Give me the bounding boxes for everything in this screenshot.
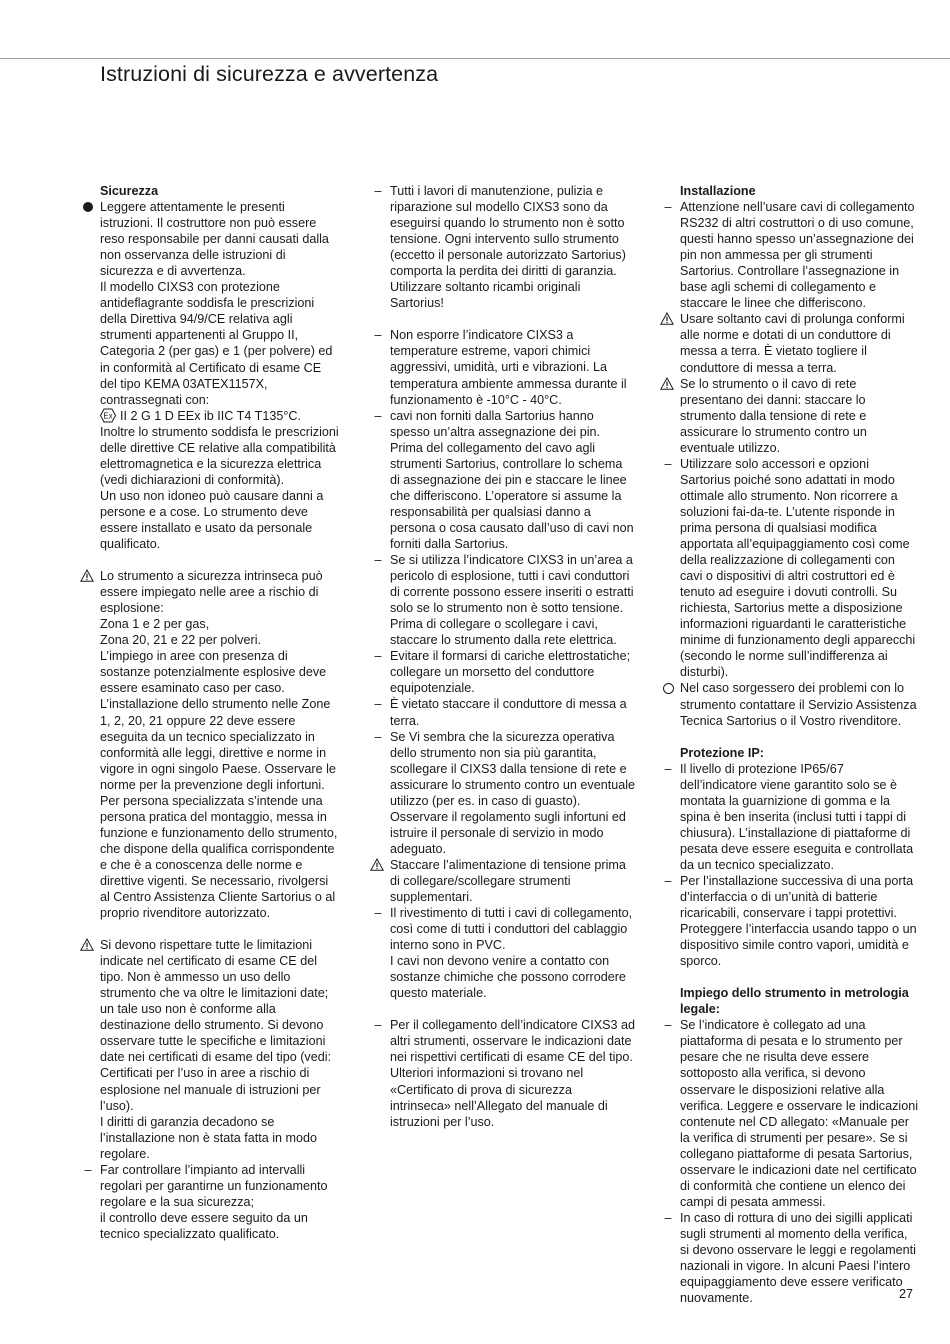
column-right xyxy=(664,183,920,1306)
dash-item xyxy=(374,905,635,1001)
dash-item xyxy=(374,408,635,552)
section-heading-installazione: Installazione xyxy=(680,184,756,198)
top-rule xyxy=(0,58,950,59)
warning-triangle-icon xyxy=(660,377,674,390)
section-heading-protezione-ip: Protezione IP: xyxy=(680,745,764,760)
paragraph: Leggere attentamente le presenti istruzioni. Il costruttore non può essere reso responsabile per danni causati dalla non osservanza delle istruzioni di sicurezza e di avvertenza. xyxy=(100,200,329,279)
warning-block-damage xyxy=(680,376,920,456)
page-title: Istruzioni di sicurezza e avvertenza xyxy=(100,62,439,86)
paragraph: Se si utilizza l’indicatore CIXS3 in un’area a pericolo di esplosione, tutti i cavi conduttori di corrente possono essere inseriti o estratti solo se lo strumento non è sotto tensione. Prima di collegare o scollegare i cavi, staccare lo strumento dalla rete elettrica. xyxy=(390,553,634,648)
paragraph: cavi non forniti dalla Sartorius hanno spesso un’altra assegnazione dei pin. Prima del collegamento del cavo agli strumenti Sartorius, controllare lo schema di assegnazione dei pin e staccare le linee che differiscono. L’operatore si assume la responsabilità per qualsiasi danno a persona o cosa causato dall’uso di cavi non forniti dalla Sartorius. xyxy=(390,408,634,551)
dash-bullet: – xyxy=(664,200,672,215)
warning-block-zones xyxy=(100,568,340,921)
paragraph: I cavi non devono venire a contatto con sostanze chimiche che possono corrodere questo materiale. xyxy=(390,954,626,1001)
warning-triangle-icon xyxy=(370,858,384,871)
paragraph: Tutti i lavori di manutenzione, pulizia e riparazione sul modello CIXS3 sono da eseguirsi quando lo strumento non è sotto tensione. Ogni intervento sullo strumento (eccetto il personale autorizzato Sartorius) comporta la perdita dei diritti di garanzia. Utilizzare soltanto ricambi originali Sartorius! xyxy=(390,184,626,311)
section-heading-metrologia-legale: Impiego dello strumento in metrologia legale: xyxy=(680,986,909,1017)
dash-bullet: – xyxy=(374,697,382,712)
ex-hexagon-icon xyxy=(100,408,116,423)
paragraph: Il modello CIXS3 con protezione antideflagrante soddisfa le prescrizioni della Direttiva 94/9/CE relativa agli strumenti appartenenti al Gruppo II, Categoria 2 (per gas) e 1 (per polvere) ed in conformità al Certificato di esame CE del tipo KEMA 03ATEX1157X, contrassegnati con: xyxy=(100,280,333,407)
warning-block-power xyxy=(390,857,635,905)
paragraph: Nel caso sorgessero dei problemi con lo strumento contattare il Servizio Assistenza Tecnica Sartorius o il Vostro rivenditore. xyxy=(680,681,917,728)
dash-item xyxy=(374,552,635,648)
paragraph: Per l’installazione successiva di una porta d’interfaccia o di un’unità di batterie ricaricabili, conservare i tappi protettivi. Proteggere l’interfaccia usando tappo o un dispositivo simile contro vapori, umidità e sporco. xyxy=(680,873,917,969)
paragraph: Si devono rispettare tutte le limitazioni indicate nel certificato di esame CE del tipo. Non è ammesso un uso dello strumento che va oltre le limitazioni date; un tale uso non è conforme alla destinazione dello strumento. Si devono osservare tutte le specifiche e limitazioni date nei certificati di esame del tipo (vedi: Certificati per l’uso in aree a rischio di esplosione nel manuale di istruzioni per l’uso). xyxy=(100,938,332,1113)
warning-triangle-icon xyxy=(660,312,674,325)
dash-bullet: – xyxy=(374,1018,382,1033)
warning-triangle-icon xyxy=(80,569,94,582)
dash-item xyxy=(374,327,635,407)
dash-bullet: – xyxy=(374,553,382,568)
dash-bullet: – xyxy=(374,649,382,664)
dash-bullet: – xyxy=(664,761,672,776)
warning-block-cables xyxy=(680,311,920,375)
dash-bullet: – xyxy=(374,328,382,343)
page-number: 27 xyxy=(899,1287,914,1301)
paragraph: Per il collegamento dell’indicatore CIXS3 ad altri strumenti, osservare le indicazioni date nei rispettivi certificati di esame CE del tipo. Ulteriori informazioni si trovano nel «Certificato di prova di sicurezza intrinseca» nell’Allegato del manuale di istruzioni per l’uso. xyxy=(390,1018,636,1129)
dash-bullet: – xyxy=(374,184,382,198)
dash-bullet: – xyxy=(374,729,382,744)
paragraph: Se lo strumento o il cavo di rete presentano dei danni: staccare lo strumento dalla tensione di rete e assicurare lo strumento contro un eventuale utilizzo. xyxy=(680,376,867,455)
dash-item xyxy=(374,696,635,728)
column-middle xyxy=(374,183,636,1130)
paragraph: Il livello di protezione IP65/67 dell’indicatore viene garantito solo se è montata la guarnizione di gomma e la spina è ben inserita (inclusi tutti i tappi di chiusura). L’installazione di piattaforme di pesata deve essere eseguita e controllata da un tecnico specializzato. xyxy=(680,761,914,872)
dash-item xyxy=(664,456,920,681)
paragraph: È vietato staccare il conduttore di messa a terra. xyxy=(390,697,627,728)
paragraph: Lo strumento a sicurezza intrinseca può essere impiegato nelle aree a rischio di esplosione: xyxy=(100,569,323,616)
dash-item xyxy=(664,873,920,969)
paragraph: Usare soltanto cavi di prolunga conformi alle norme e dotati di un conduttore di messa a terra. È vietato togliere il conduttore di messa a terra. xyxy=(680,312,905,375)
paragraph: Staccare l’alimentazione di tensione prima di collegare/scollegare strumenti supplementari. xyxy=(390,857,626,905)
paragraph: Un uso non idoneo può causare danni a persone e a cose. Lo strumento deve essere installato e usato da personale qualificato. xyxy=(100,488,324,552)
paragraph: Utilizzare solo accessori e opzioni Sartorius poiché sono adattati in modo ottimale allo strumento. Non ricorrere a soluzioni fai-da-te. L’utente risponde in prima persona di qualsiasi modifica apportata all’equipaggiamento così come della realizzazione di collegamenti con cavi o dispositivi di altri costruttori ed è tenuto ad eseguire i dovuti controlli. Su richiesta, Sartorius mette a disposizione informazioni riguardanti le caratteristiche minime di funzionamento degli apparecchi (secondo le norme sull’indifferenza ai disturbi). xyxy=(680,456,916,680)
warning-block-limitations xyxy=(100,937,340,1162)
dash-bullet: – xyxy=(84,1162,92,1177)
dash-bullet: – xyxy=(664,873,672,888)
dash-bullet: – xyxy=(374,408,382,423)
dash-bullet: – xyxy=(374,906,382,921)
paragraph: il controllo deve essere seguito da un tecnico specializzato qualificato. xyxy=(100,1210,308,1241)
dash-item xyxy=(84,1162,340,1242)
dash-bullet: – xyxy=(664,1018,672,1033)
paragraph: Zona 20, 21 e 22 per polveri. xyxy=(100,633,262,648)
dash-item xyxy=(374,729,636,857)
paragraph: Far controllare l’impianto ad intervalli regolari per garantirne un funzionamento regolare e la sua sicurezza; xyxy=(100,1162,328,1209)
dash-item xyxy=(374,1017,636,1129)
section-heading-sicurezza: Sicurezza xyxy=(100,184,159,198)
dash-item xyxy=(664,1210,920,1306)
svg-text:Ex: Ex xyxy=(103,411,113,421)
ex-marking: Ex II 2 G 1 D EEx ib IIC T4 T135°C. xyxy=(100,408,340,424)
dash-item xyxy=(664,1017,920,1210)
paragraph: In caso di rottura di uno dei sigilli applicati sugli strumenti al momento della verifica, si devono osservare le leggi e regolamenti nazionali in vigore. In alcuni Paesi l’intero equipaggiamento deve essere verificato nuovamente. xyxy=(680,1210,916,1306)
paragraph: Attenzione nell’usare cavi di collegamento RS232 di altri costruttori o di uso comune, questi hanno spesso un’assegnazione dei pin non ammessa per gli strumenti Sartorius. Controllare l’assegnazione in base agli schemi di collegamento e staccare le linee che differiscono. xyxy=(680,200,915,311)
warning-triangle-icon xyxy=(80,938,94,951)
column-left xyxy=(84,183,340,1242)
dash-bullet: – xyxy=(664,456,672,471)
paragraph: Se Vi sembra che la sicurezza operativa dello strumento non sia più garantita, scollegare il CIXS3 dalla tensione di rete e assicurare lo strumento contro un eventuale utilizzo (per es. in caso di guasto). Osservare il regolamento sugli infortuni ed istruire il personale di servizio in modo adeguato. xyxy=(390,729,636,856)
paragraph: Inoltre lo strumento soddisfa le prescrizioni delle direttive CE relative alla compatibilità elettromagnetica e la sicurezza elettrica (vedi dichiarazioni di conformità). xyxy=(100,424,339,487)
paragraph: Non esporre l’indicatore CIXS3 a temperature estreme, vapori chimici aggressivi, umidità, urti e vibrazioni. La temperatura ambiente ammessa durante il funzionamento è -10°C - 40°C. xyxy=(390,328,627,407)
bullet-support xyxy=(680,680,920,728)
paragraph: Evitare il formarsi di cariche elettrostatiche; collegare un morsetto del conduttore equipotenziale. xyxy=(390,649,631,696)
paragraph: Il rivestimento di tutti i cavi di collegamento, così come di tutti i conduttori del cablaggio interno sono in PVC. xyxy=(390,906,633,953)
paragraph: Se l’indicatore è collegato ad una piattaforma di pesata e lo strumento per pesare che ne risulta deve essere sottoposto alla verifica, si devono osservare le disposizioni relative alla verifica. Leggere e osservare le indicazioni contenute nel CD allegato: «Manuale per la verifica di strumenti per pesare». Se si collegano piattaforme di pesata Sartorius, osservare le indicazioni date nel certificato di conformità che contiene un elenco dei campi di pesata ammessi. xyxy=(680,1018,919,1209)
dash-item xyxy=(374,648,635,696)
paragraph: L’impiego in aree con presenza di sostanze potenzialmente esplosive deve essere esaminato caso per caso. L’installazione dello strumento nelle Zone 1, 2, 20, 21 oppure 22 deve essere eseguita da un tecnico specializzato in conformità alle leggi, direttive e norme in vigore in ogni singolo Paese. Osservare le norme per la prevenzione degli infortuni. Per persona specializzata s’intende una persona pratica del montaggio, messa in funzione e funzionamento dello strumento, che dispone della qualifica corrispondente e che è a conoscenza delle norme e direttive vigenti. Se necessario, rivolgersi al Centro Assistenza Cliente Sartorius o al proprio rivenditore autorizzato. xyxy=(100,649,338,921)
dash-item xyxy=(664,199,920,311)
dash-item xyxy=(374,183,635,311)
paragraph: I diritti di garanzia decadono se l’installazione non è stata fatta in modo regolare. xyxy=(100,1114,318,1161)
paragraph: Zona 1 e 2 per gas, xyxy=(100,617,210,632)
filled-bullet-icon xyxy=(83,202,93,212)
bullet-read-instructions xyxy=(100,199,340,279)
open-circle-bullet-icon xyxy=(663,683,674,694)
dash-item xyxy=(664,761,920,873)
dash-bullet: – xyxy=(664,1210,672,1225)
